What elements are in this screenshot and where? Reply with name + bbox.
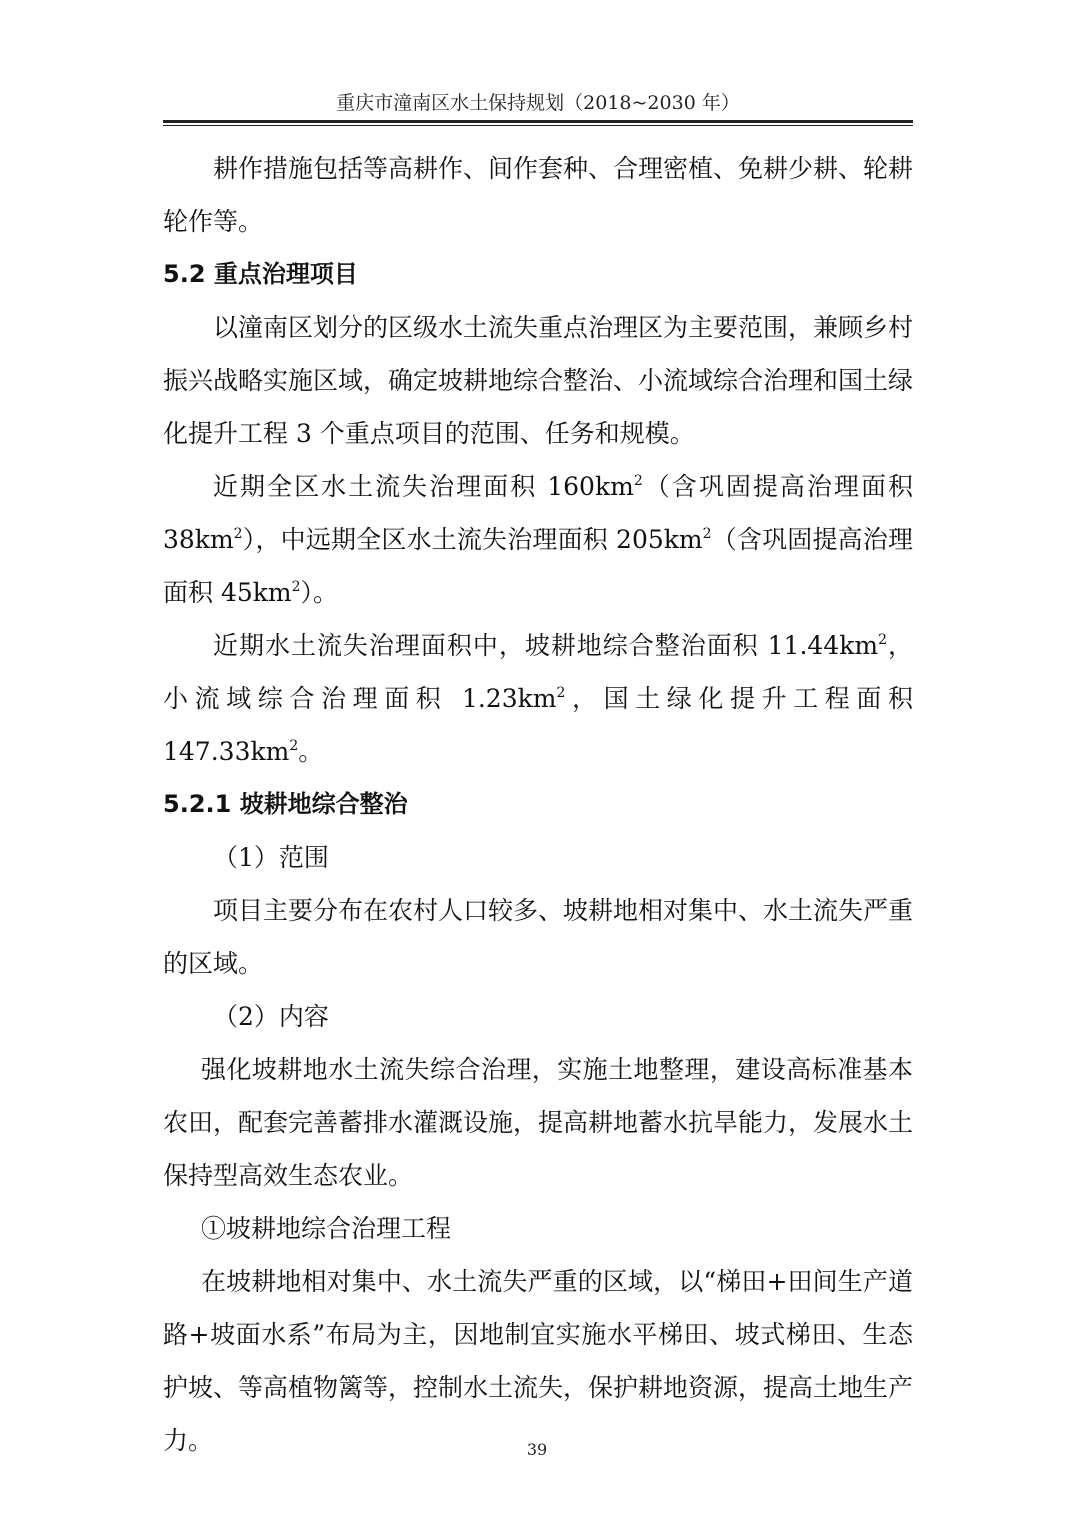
superscript: 2 xyxy=(878,632,887,648)
text-fragment: 近期水土流失治理面积中，坡耕地综合整治面积 11.44km xyxy=(213,631,879,660)
header-rule-thin xyxy=(163,125,913,126)
page-content xyxy=(163,142,913,1467)
text-fragment: ）。 xyxy=(300,578,339,607)
page-header-title: 重庆市潼南区水土保持规划（2018~2030 年） xyxy=(336,92,740,114)
superscript: 2 xyxy=(702,526,712,542)
superscript: 2 xyxy=(289,738,299,754)
superscript: 2 xyxy=(556,685,566,701)
subheading-slope-farmland-project: ①坡耕地综合治理工程 xyxy=(201,1214,452,1243)
paragraph-scope: 项目主要分布在农村人口较多、坡耕地相对集中、水土流失严重的区域。 xyxy=(163,896,914,978)
text-fragment: 。 xyxy=(298,737,324,766)
superscript: 2 xyxy=(291,579,301,595)
text-fragment: （含巩固提高治理面积 45km xyxy=(163,525,913,607)
paragraph-content: 强化坡耕地水土流失综合治理，实施土地整理，建设高标准基本农田，配套完善蓄排水灌溉设施，提高耕地蓄水抗旱能力，发展水土保持型高效生态农业。 xyxy=(163,1055,914,1190)
text-fragment: ，小流域综合治理面积 1.23km xyxy=(163,631,913,713)
paragraph-slope-farmland-project: 在坡耕地相对集中、水土流失严重的区域，以“梯田+田间生产道路+坡面水系”布局为主，因地制宜实施水平梯田、坡式梯田、生态护坡、等高植物篱等，控制水土流失，保护耕地资源，提高土地生产力。 xyxy=(163,1267,914,1455)
subheading-scope: （1）范围 xyxy=(213,843,329,872)
text-fragment: 近期全区水土流失治理面积 160km xyxy=(213,472,634,501)
page-number: 39 xyxy=(526,1440,548,1459)
section-heading-5-2-1: 5.2.1 坡耕地综合整治 xyxy=(163,790,408,818)
section-heading-5-2: 5.2 重点治理项目 xyxy=(163,260,358,288)
paragraph-farming-measures: 耕作措施包括等高耕作、间作套种、合理密植、免耕少耕、轮耕轮作等。 xyxy=(163,154,914,236)
text-fragment: （含巩固提高治理面积 38km xyxy=(163,472,913,554)
paragraph-key-projects: 以潼南区划分的区级水土流失重点治理区为主要范围，兼顾乡村振兴战略实施区域，确定坡耕地综合整治、小流域综合治理和国土绿化提升工程 3 个重点项目的范围、任务和规模。 xyxy=(163,313,914,448)
paragraph-area-breakdown xyxy=(163,619,913,778)
text-fragment: ），中远期全区水土流失治理面积 205km xyxy=(242,525,703,554)
superscript: 2 xyxy=(633,473,643,489)
superscript: 2 xyxy=(233,526,243,542)
text-fragment: ，国土绿化提升工程面积 147.33km xyxy=(163,684,913,766)
subheading-content: （2）内容 xyxy=(213,1002,329,1031)
header-rule-thick xyxy=(163,120,913,123)
paragraph-treatment-area xyxy=(163,460,913,619)
